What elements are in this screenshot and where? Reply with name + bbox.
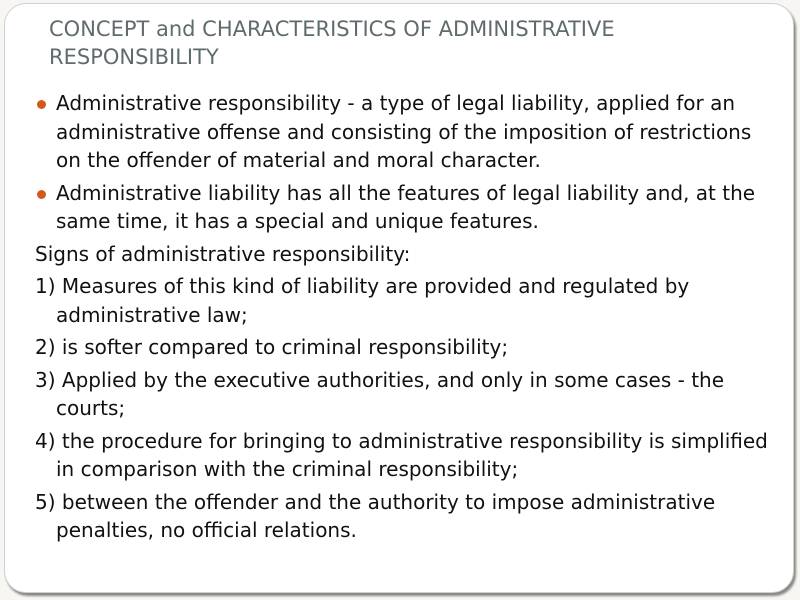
sign-item: 4) the procedure for bringing to administrative responsibility is simplified in comparison with the criminal responsibility; [35, 428, 768, 481]
sign-item: 1) Measures of this kind of liability are provided and regulated by administrative law; [35, 274, 690, 327]
bullet-text: Administrative responsibility - a type of legal liability, applied for an administrative offense and consisting of the imposition of restrictions on the offender of material and moral character. [56, 91, 752, 172]
bullet-item [35, 179, 775, 236]
bullet-item [35, 89, 775, 175]
bullet-icon [37, 190, 46, 199]
sign-item: 2) is softer compared to criminal responsibility; [35, 335, 509, 359]
signs-heading: Signs of administrative responsibility: [35, 241, 411, 266]
bullet-text: Administrative liability has all the features of legal liability and, at the same time, it has a special and unique features. [56, 180, 756, 233]
slide-body [35, 89, 775, 549]
sign-item: 3) Applied by the executive authorities, and only in some cases - the courts; [35, 367, 725, 420]
bullet-icon [37, 100, 46, 109]
sign-item: 5) between the offender and the authority to impose administrative penalties, no official relations. [35, 489, 716, 542]
slide-title: CONCEPT and CHARACTERISTICS OF ADMINISTRATIVE RESPONSIBILITY [49, 17, 615, 69]
